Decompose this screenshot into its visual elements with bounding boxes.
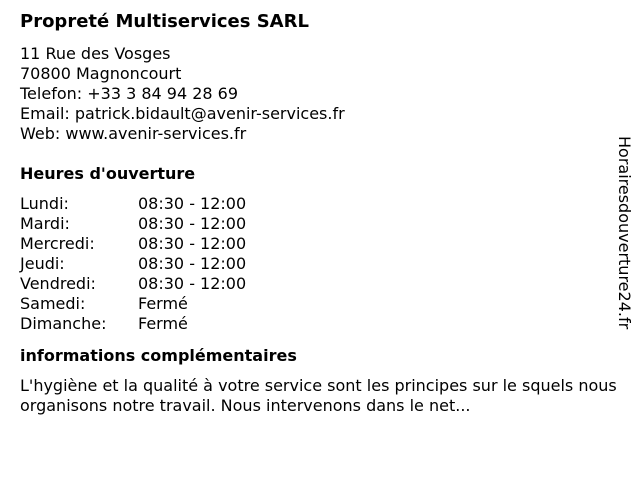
- time-value: 08:30 - 12:00: [138, 234, 247, 253]
- additional-info-text: L'hygiène et la qualité à votre service sont les principes sur le squels nous organisons notre travail. Nous intervenons dans le net...: [20, 376, 617, 415]
- time-value: 08:30 - 12:00: [138, 214, 247, 233]
- day-label: Samedi:: [20, 294, 86, 313]
- hours-row: [20, 274, 610, 294]
- hours-row: [20, 214, 610, 234]
- website-text[interactable]: Web: www.avenir-services.fr: [20, 124, 247, 143]
- time-value: 08:30 - 12:00: [138, 194, 247, 213]
- day-label: Lundi:: [20, 194, 69, 213]
- time-value: 08:30 - 12:00: [138, 274, 247, 293]
- contact-block: [20, 44, 610, 144]
- hours-row: [20, 294, 610, 314]
- business-card: [20, 10, 617, 416]
- day-label: Dimanche:: [20, 314, 107, 333]
- additional-info-heading: informations complémentaires: [20, 346, 297, 365]
- business-name: Propreté Multiservices SARL: [20, 11, 309, 32]
- vertical-brand-text: Horairesdouverture24.fr: [615, 136, 634, 330]
- city-address: 70800 Magnoncourt: [20, 64, 182, 83]
- time-value: Fermé: [138, 314, 188, 333]
- time-value: Fermé: [138, 294, 188, 313]
- day-label: Mardi:: [20, 214, 70, 233]
- opening-hours-table: [20, 194, 610, 334]
- street-address: 11 Rue des Vosges: [20, 44, 171, 63]
- time-value: 08:30 - 12:00: [138, 254, 247, 273]
- hours-row: [20, 254, 610, 274]
- day-label: Vendredi:: [20, 274, 96, 293]
- hours-row: [20, 194, 610, 214]
- hours-row: [20, 234, 610, 254]
- hours-row: [20, 314, 610, 334]
- opening-hours-heading: Heures d'ouverture: [20, 164, 196, 183]
- day-label: Jeudi:: [20, 254, 65, 273]
- phone-text[interactable]: Telefon: +33 3 84 94 28 69: [20, 84, 239, 103]
- email-text[interactable]: Email: patrick.bidault@avenir-services.fr: [20, 104, 345, 123]
- day-label: Mercredi:: [20, 234, 95, 253]
